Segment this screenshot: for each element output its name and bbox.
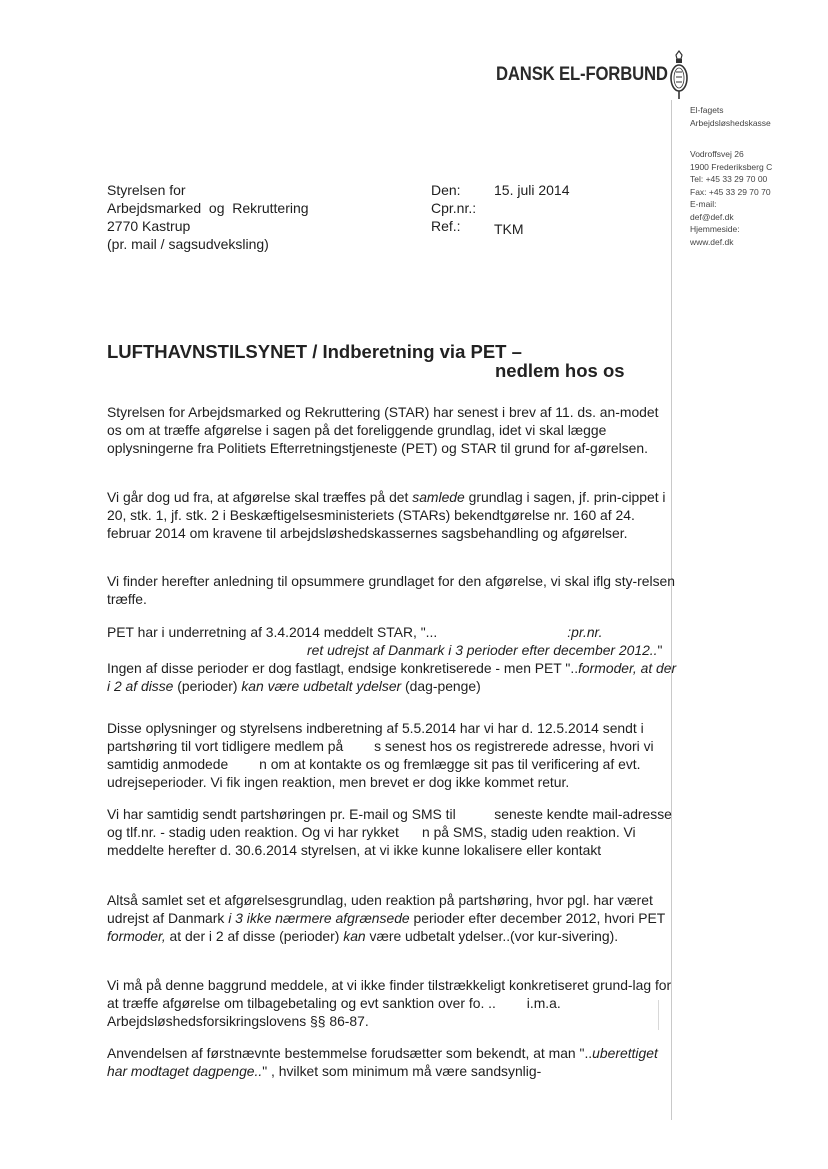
paragraph-5: [107, 719, 677, 791]
text-run: perioder efter december 2012, hvori PET: [409, 910, 665, 926]
text-run: at der i 2 af disse (perioder): [165, 928, 344, 944]
letter-title-line2: [115, 360, 635, 382]
text-run: grundlag i sagen, jf. prin-cippet i 20, stk. 1, jf. stk. 2 i Beskæftigelsesministeriets (STARs) bekendtgørelse nr. 160 af 24. februar 2014 om kravene til arbejdsløshedskassernes sagsbehandling og afgørelser.: [107, 489, 666, 541]
emphasis: samlede: [412, 489, 465, 505]
emphasis: kan: [343, 928, 366, 944]
paragraph-text: [107, 1044, 677, 1080]
margin-divider: [671, 100, 672, 1120]
contact-line: Tel: +45 33 29 70 00: [690, 174, 768, 184]
paragraph-1: [107, 403, 677, 457]
organization-logo: DANSK EL-FORBUND: [496, 64, 668, 85]
text-run: være udbetalt ydelser..(vor kur-sivering).: [365, 928, 619, 944]
letter-meta-labels: [431, 181, 476, 235]
paragraph-text: Vi finder herefter anledning til opsummere grundlaget for den afgørelse, vi skal iflg sty-relsen træffe.: [107, 573, 676, 607]
union-emblem-icon: [668, 50, 690, 100]
address-line: (pr. mail / sagsudveksling): [107, 236, 269, 252]
letter-meta-values: [494, 181, 570, 238]
text-run: (dag-penge): [401, 678, 481, 694]
paragraph-text: Styrelsen for Arbejdsmarked og Rekruttering (STAR) har senest i brev af 11. ds. an-modet os om at træffe afgørelse i sagen på det foreliggende grundlag, idet vi skal lægge oplysningerne fra Politiets Efterretningstjeneste (PET) og STAR til grund for af-gørelsen.: [107, 404, 659, 456]
side-line: Arbejdsløshedskasse: [690, 117, 771, 128]
paragraph-text: [107, 623, 677, 695]
emphasis: formoder,: [107, 928, 166, 944]
paragraph-9: [107, 1044, 677, 1080]
paragraph-text: Disse oplysninger og styrelsens indberetning af 5.5.2014 har vi har d. 12.5.2014 sendt i partshøring til vort tidligere medlem på s senest hos os registrerede adresse, hvori vi samtidig anmodede n om at kontakte os og fremlægge sit pas til verificering af evt. udrejseperioder. Vi fik ingen reaktion, men brevet er dog ikke kommet retur.: [107, 720, 658, 790]
text-run: Vi går dog ud fra, at afgørelse skal træffes på det: [107, 489, 413, 505]
paragraph-4: [107, 623, 677, 695]
paragraph-text: [107, 891, 677, 945]
text-run: " , hvilket som minimum må være sandsynlig-: [262, 1063, 542, 1079]
paragraph-6: [107, 805, 677, 859]
address-line: 2770 Kastrup: [107, 218, 191, 234]
contact-line: 1900 Frederiksberg C: [690, 161, 773, 172]
address-line: Styrelsen for: [107, 182, 186, 198]
emphasis: kan være udbetalt ydelser: [241, 678, 402, 694]
letter-title: LUFTHAVNSTILSYNET / Indberetning via PET –: [107, 341, 522, 362]
side-line: El-fagets: [690, 105, 724, 115]
text-run: PET har i underretning af 3.4.2014 meddelt STAR, "...: [107, 624, 438, 640]
date-value: 15. juli 2014: [494, 182, 570, 198]
paragraph-7: [107, 891, 677, 945]
text-run: Altså samlet set et afgørelsesgrundlag, uden reaktion på partshøring, hvor pgl. har været udrejst af Danmark: [107, 892, 653, 926]
paragraph-2: [107, 488, 677, 542]
sidebar-contact-info: [690, 148, 772, 248]
emphasis: i 3 ikke nærmere afgrænsede: [228, 910, 410, 926]
emphasis: :pr.nr.: [567, 624, 603, 640]
sidebar-org-info: [690, 104, 771, 129]
cpr-label: Cpr.nr.:: [431, 200, 477, 216]
paragraph-text: [107, 488, 677, 542]
ref-value: TKM: [494, 221, 524, 237]
paragraph-3: [107, 572, 677, 608]
contact-line: www.def.dk: [690, 236, 734, 247]
text-run: (perioder): [173, 678, 242, 694]
contact-line: Vodroffsvej 26: [690, 149, 744, 159]
address-line: Arbejdsmarked og Rekruttering: [107, 200, 309, 216]
text-run: Anvendelsen af førstnævnte bestemmelse forudsætter som bekendt, at man "..: [107, 1045, 593, 1061]
emphasis: formoder, at der i 2 af disse: [107, 660, 677, 694]
contact-line: def@def.dk: [690, 211, 734, 222]
redacted-title-text: [115, 369, 120, 380]
ref-label: Ref.:: [431, 218, 461, 234]
title-line2-end: nedlem hos os: [495, 360, 625, 381]
cpr-value-redacted: [494, 199, 570, 220]
paragraph-text: Vi må på denne baggrund meddele, at vi ikke finder tilstrækkeligt konkretiseret grund-lag for at træffe afgørelse om tilbagebetaling og evt sanktion over fo. .. i.m.a. Arbejdsløshedsforsikringslovens §§ 86-87.: [107, 977, 676, 1029]
emphasis: ret udrejst af Danmark i 3 perioder efter december 2012..: [307, 642, 658, 658]
date-label: Den:: [431, 182, 461, 198]
contact-line: Fax: +45 33 29 70 70: [690, 186, 771, 197]
contact-line: Hjemmeside:: [690, 224, 740, 234]
contact-line: E-mail:: [690, 199, 717, 209]
recipient-address: [107, 181, 309, 253]
emphasis: uberettiget har modtaget dagpenge..: [107, 1045, 658, 1079]
paragraph-text: Vi har samtidig sendt partshøringen pr. E-mail og SMS til seneste kendte mail-adresse og tlf.nr. - stadig uden reaktion. Og vi har rykket n på SMS, stadig uden reaktion. Vi meddelte herefter d. 30.6.2014 styrelsen, at vi ikke kunne lokalisere eller kontakt: [107, 806, 676, 858]
text-run: " Ingen af disse perioder er dog fastlagt, endsige konkretiserede - men PET "..: [107, 642, 663, 676]
paragraph-8: [107, 976, 677, 1030]
